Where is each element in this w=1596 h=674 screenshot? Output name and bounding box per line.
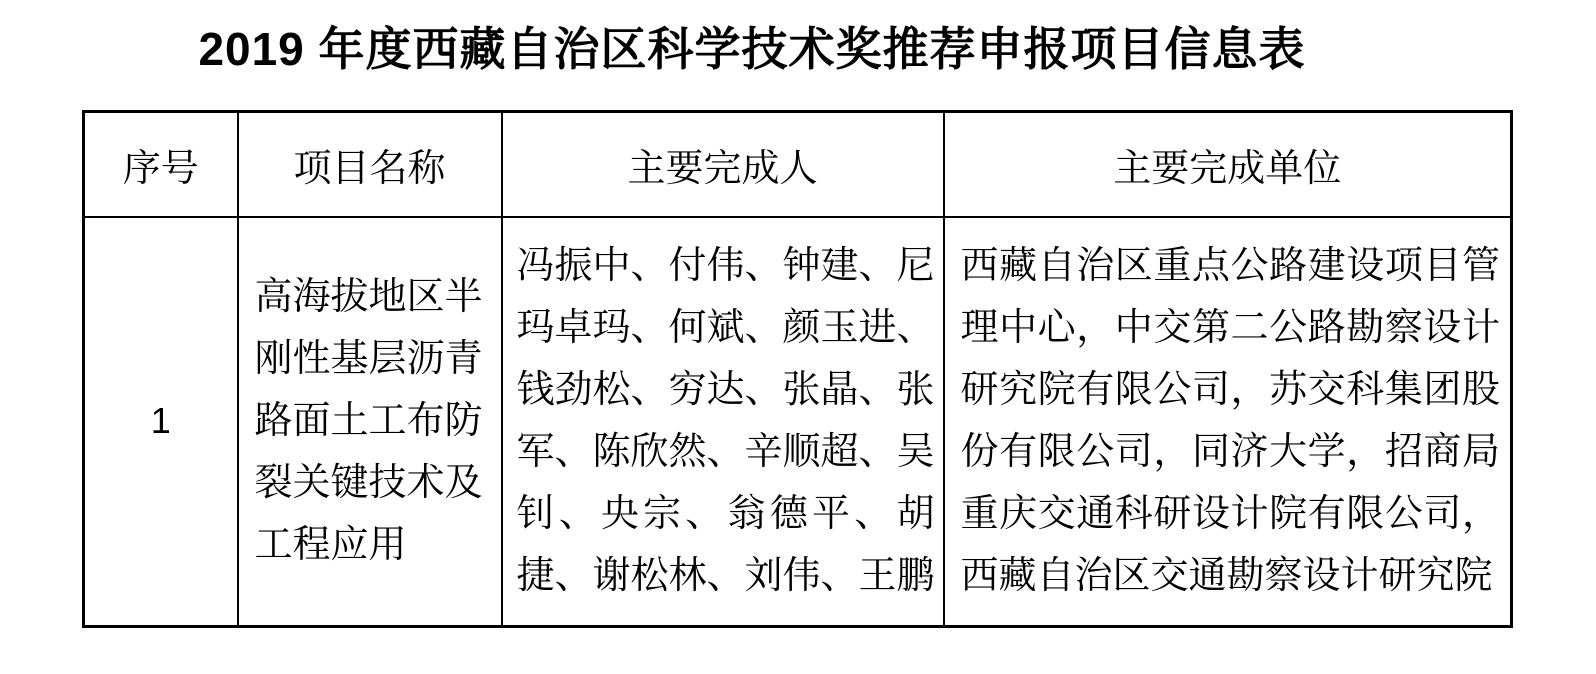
cell-serial-number: 1 <box>84 217 238 627</box>
table-row <box>84 217 1512 627</box>
cell-project-name: 高海拔地区半刚性基层沥青路面土工布防裂关键技术及工程应用 <box>238 217 502 627</box>
cell-main-contributors: 冯振中、付伟、钟建、尼玛卓玛、何斌、颜玉进、钱劲松、穷达、张晶、张军、陈欣然、辛顺超、吴钊、央宗、翁德平、胡捷、谢松林、刘伟、王鹏 <box>502 217 944 627</box>
header-main-contributors: 主要完成人 <box>502 112 944 217</box>
header-project-name: 项目名称 <box>238 112 502 217</box>
page-title: 2019 年度西藏自治区科学技术奖推荐申报项目信息表 <box>198 23 1306 75</box>
table-header-row <box>84 112 1512 217</box>
cell-main-units: 西藏自治区重点公路建设项目管理中心，中交第二公路勘察设计研究院有限公司，苏交科集团股份有限公司，同济大学，招商局重庆交通科研设计院有限公司，西藏自治区交通勘察设计研究院 <box>944 217 1512 627</box>
header-main-units: 主要完成单位 <box>944 112 1512 217</box>
header-serial-number: 序号 <box>84 112 238 217</box>
info-table <box>82 110 1513 628</box>
